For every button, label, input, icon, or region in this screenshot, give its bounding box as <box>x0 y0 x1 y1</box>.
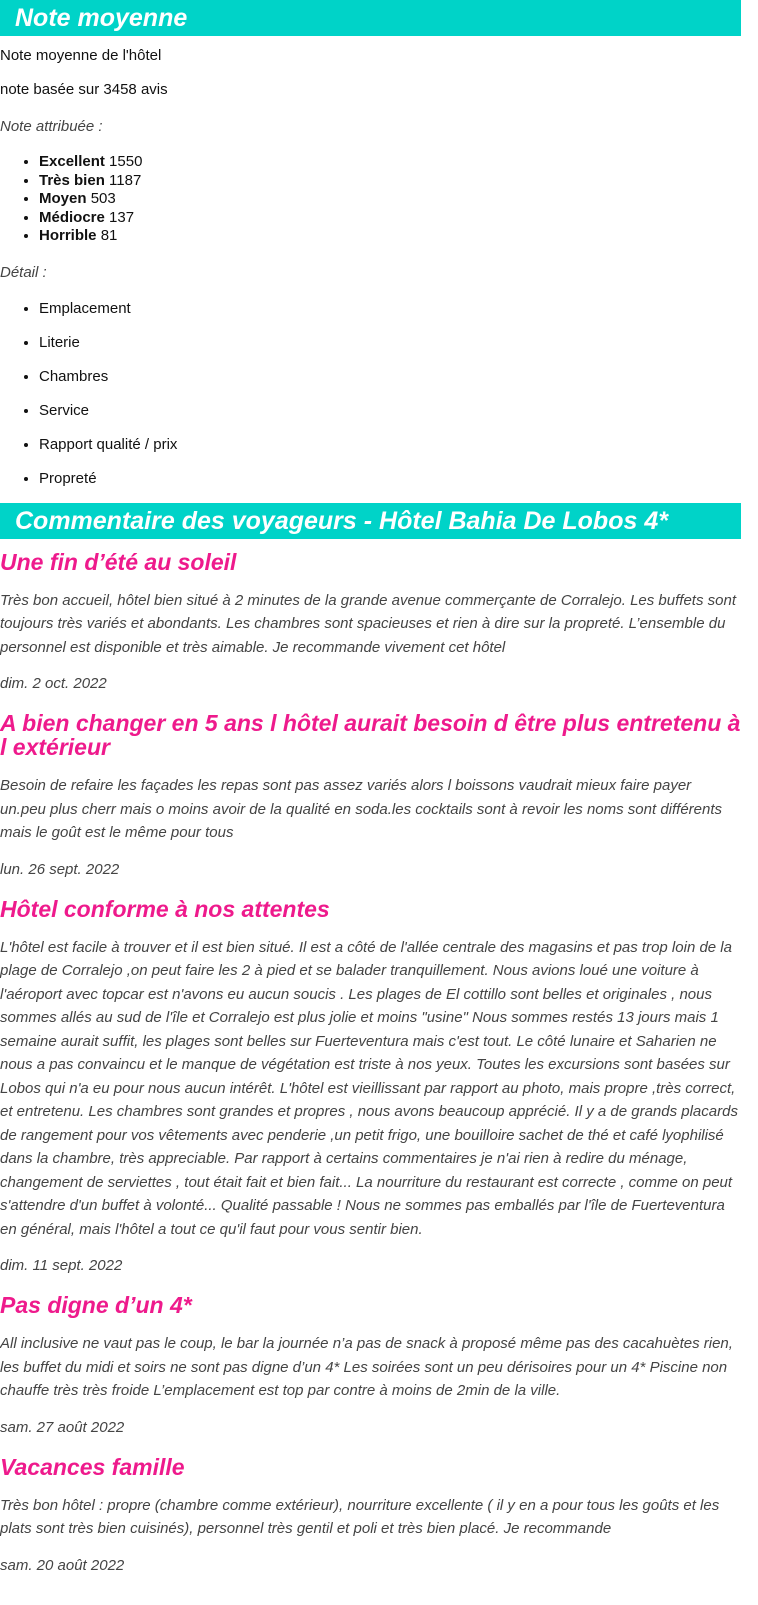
review-title: Une fin d’été au soleil <box>0 548 237 575</box>
detail-label: Détail : <box>0 263 47 281</box>
rating-label: Horrible <box>39 227 97 244</box>
review-title: Pas digne d’un 4* <box>0 1292 192 1318</box>
review-date: dim. 2 oct. 2022 <box>0 675 107 692</box>
review-title: A bien changer en 5 ans l hôtel aurait besoin d être plus entretenu à l extérieur <box>0 710 741 760</box>
review-title: Vacances famille <box>0 1453 185 1480</box>
rating-label: Excellent <box>39 153 105 170</box>
review-title: Hôtel conforme à nos attentes <box>0 895 330 922</box>
rating-count: 1187 <box>109 171 142 189</box>
rating-label: Très bien <box>39 171 105 189</box>
hotel-rating-label: Note moyenne de l'hôtel <box>0 47 162 64</box>
review-date: sam. 20 août 2022 <box>0 1556 125 1574</box>
detail-item-service: • Service <box>39 401 741 421</box>
review-text: Très bon hôtel : propre (chambre comme extérieur), nourriture excellente ( il y en a pour tous les goûts et les plats sont très bien cuisinés), personnel très gentil et poli et très bien placé. Je recommande <box>0 1496 720 1537</box>
review-text: Très bon accueil, hôtel bien situé à 2 minutes de la grande avenue commerçante de Corralejo. Les buffets sont toujours très variés et abondants. Les chambres sont spacieuses et rien à dire sur la propreté. L’ensemble du personnel est disponible et très aimable. Je recommande vivement cet hôtel <box>0 591 736 656</box>
review-text: Besoin de refaire les façades les repas sont pas assez variés alors l boissons vaudrait mieux faire payer un.peu plus cherr mais o moins avoir de la qualité en soda.les cocktails sont à revoir les noms sont différents mais le goût est le même pour tous <box>0 777 723 841</box>
rating-count: 1550 <box>109 153 143 170</box>
detail-item-chambres: • Chambres <box>39 367 741 387</box>
review-date: sam. 27 août 2022 <box>0 1418 125 1436</box>
detail-item-literie: • Literie <box>39 333 741 353</box>
detail-item-emplacement: • Emplacement <box>39 299 741 319</box>
rating-item-moyen <box>39 190 741 209</box>
rating-item-excellent <box>39 153 741 172</box>
rating-count: 137 <box>109 208 135 226</box>
rating-item-tres-bien <box>39 172 741 191</box>
review-item <box>0 550 741 695</box>
details-list <box>0 299 741 489</box>
review-date: lun. 26 sept. 2022 <box>0 860 120 878</box>
rating-label: Médiocre <box>39 208 105 226</box>
rating-section-header: Note moyenne <box>0 0 741 36</box>
rating-count: 81 <box>100 227 118 244</box>
rating-item-horrible <box>39 227 741 246</box>
detail-item-rapport-qualite-prix: • Rapport qualité / prix <box>39 435 741 455</box>
ratings-list <box>0 153 741 246</box>
based-on-reviews: note basée sur 3458 avis <box>0 81 168 98</box>
review-item <box>0 1455 741 1576</box>
review-item <box>0 1293 741 1438</box>
rating-count: 503 <box>90 190 116 207</box>
rating-item-mediocre <box>39 209 741 228</box>
rating-label: Moyen <box>39 190 87 207</box>
review-item <box>0 897 741 1277</box>
review-date: dim. 11 sept. 2022 <box>0 1257 123 1274</box>
review-text: L'hôtel est facile à trouver et il est bien situé. Il est a côté de l'allée centrale des magasins et pas trop loin de la plage de Corralejo ,on peut faire les 2 à pied et se balader tranquillement. Nous avions loué une voiture à l'aéroport avec topcar est n'avons eu aucun soucis . Les plages de El cottillo sont belles et originales , nous sommes allés au sud de l'île et Corralejo est plus jolie et moins "usine" Nous sommes restés 13 jours mais 1 semaine aurait suffit, les plages sont belles sur Fuerteventura mais c'est tout. Le côté lunaire et Saharien ne nous a pas convaincu et le manque de végétation est triste à nos yeux. Toutes les excursions sont basées sur Lobos qui n'a eu pour nous aucun intérêt. L'hôtel est vieillissant par rapport au photo, mais propre ,très correct, et entretenu. Les chambres sont grandes et propres , nous avons beaucoup apprécié. Il y a de grands placards de rangement pour vos vêtements avec penderie ,un petit frigo, une bouilloire sachet de thé et café lyophilisé dans la chambre, très appreciable. Par rapport à certains commentaires je n'ai rien à redire du ménage, changement de serviettes , tout était fait et bien fait... La nourriture du restaurant est correcte , comme on peut s'attendre d'un buffet à volonté... Qualité passable ! Nous ne sommes pas emballés par l'île de Fuerteventura en général, mais l'hôtel a tout ce qu'il faut pour vous sentir bien. <box>0 938 738 1238</box>
detail-item-proprete: • Propreté <box>39 469 741 489</box>
review-item <box>0 711 741 880</box>
review-text: All inclusive ne vaut pas le coup, le bar la journée n’a pas de snack à proposé même pas des cacahuètes rien, les buffet du midi et soirs ne sont pas digne d’un 4* Les soirées sont un peu dérisoires pour un 4* Piscine non chauffe très très froide L’emplacement est top par contre à moins de 2min de la ville. <box>0 1335 733 1399</box>
reviews-section-header: Commentaire des voyageurs - Hôtel Bahia De Lobos 4* <box>0 503 741 539</box>
attributed-label: Note attribuée : <box>0 118 103 135</box>
